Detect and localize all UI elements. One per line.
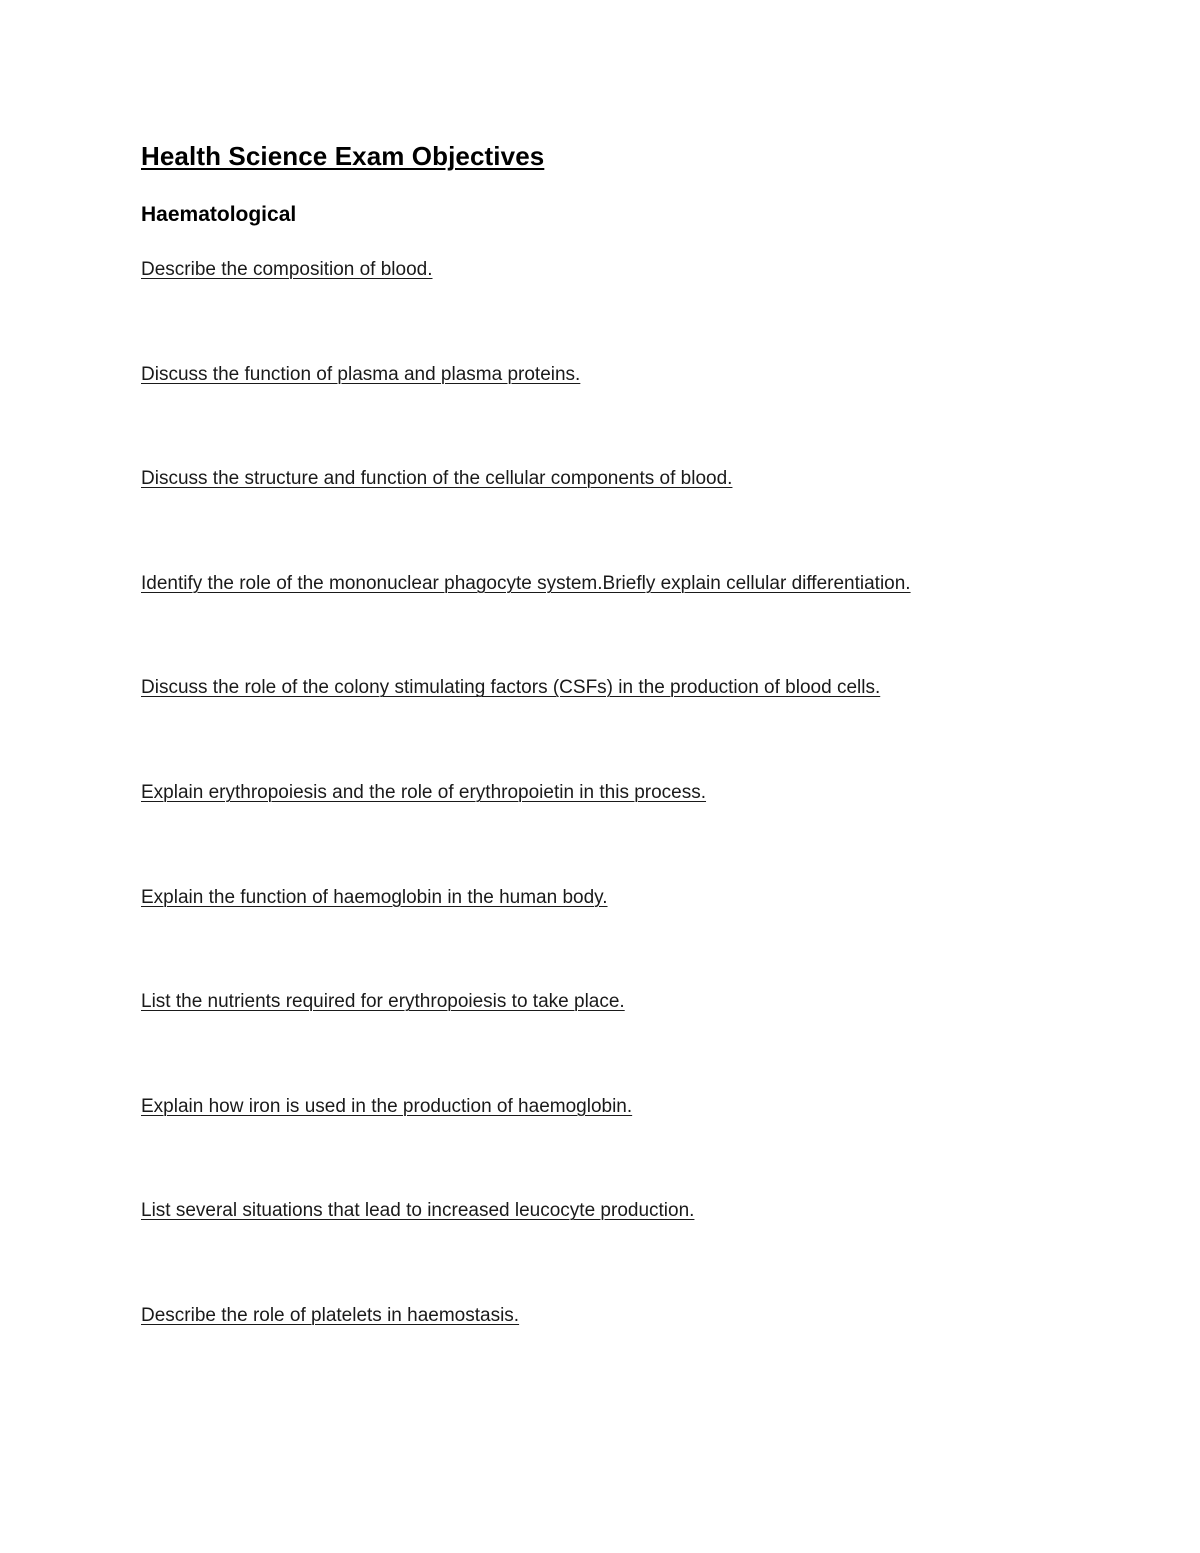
objective-item: Explain how iron is used in the production of haemoglobin.	[141, 1095, 633, 1117]
objective-item: Describe the composition of blood.	[141, 259, 433, 280]
objective-item: Discuss the role of the colony stimulating factors (CSFs) in the production of blood cells.	[141, 677, 881, 699]
objective-item: List several situations that lead to increased leucocyte production.	[141, 1200, 695, 1222]
objective-item: Discuss the structure and function of the cellular components of blood.	[141, 468, 733, 490]
objective-item: List the nutrients required for erythropoiesis to take place.	[141, 991, 625, 1013]
objectives-list	[141, 258, 911, 1409]
objective-item: Describe the role of platelets in haemostasis.	[141, 1304, 520, 1326]
objective-item: Discuss the function of plasma and plasma proteins.	[141, 363, 581, 385]
objective-item: Identify the role of the mononuclear phagocyte system.Briefly explain cellular differentiation.	[141, 572, 911, 594]
objective-item: Explain the function of haemoglobin in the human body.	[141, 886, 608, 908]
document-title: Health Science Exam Objectives	[141, 141, 545, 171]
section-heading: Haematological	[141, 203, 297, 226]
objective-item: Explain erythropoiesis and the role of erythropoietin in this process.	[141, 781, 707, 803]
